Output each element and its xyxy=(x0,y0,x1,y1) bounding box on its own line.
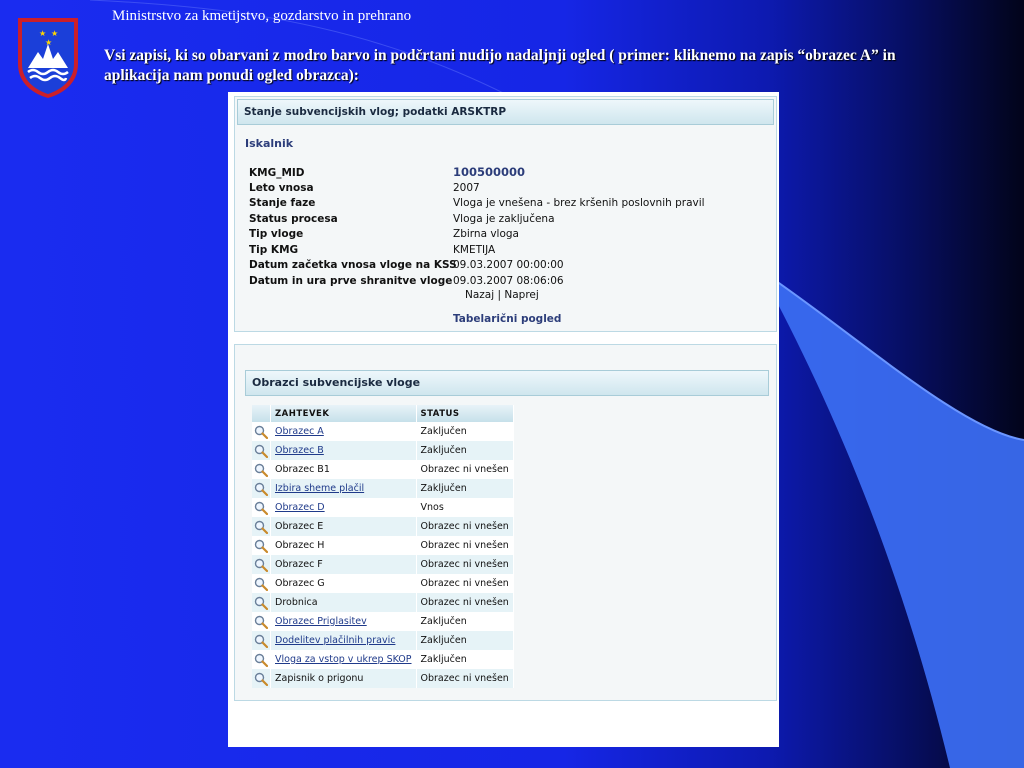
status-panel xyxy=(234,96,777,332)
field-value: 100500000 xyxy=(453,165,526,179)
status-cell: Obrazec ni vnešen xyxy=(416,669,513,688)
magnifier-icon-cell[interactable] xyxy=(252,479,271,498)
status-cell: Obrazec ni vnešen xyxy=(416,593,513,612)
magnifier-icon-cell[interactable] xyxy=(252,498,271,517)
magnifier-icon[interactable] xyxy=(254,577,268,591)
application-screenshot xyxy=(228,92,779,747)
zahtevek-cell xyxy=(271,441,417,460)
field-value: 09.03.2007 08:06:06 xyxy=(453,274,564,287)
field-row xyxy=(249,181,705,197)
magnifier-icon-cell[interactable] xyxy=(252,669,271,688)
form-name: Obrazec H xyxy=(275,540,325,551)
slide-headline: Vsi zapisi, ki so obarvani z modro barvo in podčrtani nudijo nadaljnji ogled ( primer: kliknemo na zapis “obrazec A” in aplikacija nam ponudi ogled obrazca): xyxy=(104,47,896,84)
zahtevek-cell xyxy=(271,555,417,574)
field-value: Zbirna vloga xyxy=(453,228,519,240)
form-link[interactable]: Obrazec Priglasitev xyxy=(275,616,367,627)
field-value: Vloga je zaključena xyxy=(453,212,555,225)
zahtevek-cell xyxy=(271,669,417,688)
table-row xyxy=(252,574,513,593)
field-key: Status procesa xyxy=(249,212,338,225)
table-row xyxy=(252,669,513,688)
magnifier-icon-cell[interactable] xyxy=(252,441,271,460)
status-cell: Obrazec ni vnešen xyxy=(416,517,513,536)
forms-panel-title: Obrazci subvencijske vloge xyxy=(245,370,769,396)
zahtevek-cell xyxy=(271,460,417,479)
field-value: 2007 xyxy=(453,181,480,194)
magnifier-icon[interactable] xyxy=(254,672,268,686)
magnifier-icon[interactable] xyxy=(254,558,268,572)
status-cell: Zaključen xyxy=(416,650,513,669)
form-name: Obrazec B1 xyxy=(275,464,330,475)
field-row xyxy=(249,258,705,274)
magnifier-icon[interactable] xyxy=(254,425,268,439)
form-link[interactable]: Vloga za vstop v ukrep SKOP xyxy=(275,654,412,665)
status-cell: Obrazec ni vnešen xyxy=(416,460,513,479)
magnifier-icon-cell[interactable] xyxy=(252,517,271,536)
table-row xyxy=(252,441,513,460)
table-row xyxy=(252,422,513,441)
field-key: Datum začetka vnosa vloge na KSS xyxy=(249,259,457,271)
form-link[interactable]: Obrazec A xyxy=(275,426,324,437)
status-cell: Zaključen xyxy=(416,441,513,460)
magnifier-icon-cell[interactable] xyxy=(252,536,271,555)
field-value: 09.03.2007 00:00:00 xyxy=(453,259,564,271)
nav-separator: | xyxy=(494,289,505,301)
back-link[interactable]: Nazaj xyxy=(465,289,495,301)
tabular-view-link[interactable]: Tabelarični pogled xyxy=(453,313,562,325)
field-row xyxy=(249,196,705,212)
status-cell: Zaključen xyxy=(416,631,513,650)
zahtevek-cell xyxy=(271,422,417,441)
magnifier-icon[interactable] xyxy=(254,634,268,648)
table-row xyxy=(252,612,513,631)
zahtevek-cell xyxy=(271,650,417,669)
magnifier-icon-cell[interactable] xyxy=(252,555,271,574)
zahtevek-cell xyxy=(271,631,417,650)
form-name: Obrazec G xyxy=(275,578,325,589)
table-row xyxy=(252,479,513,498)
magnifier-icon[interactable] xyxy=(254,501,268,515)
column-header-zahtevek[interactable]: ZAHTEVEK xyxy=(271,405,417,422)
field-key: Leto vnosa xyxy=(249,181,314,194)
magnifier-icon[interactable] xyxy=(254,596,268,610)
table-row xyxy=(252,498,513,517)
table-header-row xyxy=(252,405,513,422)
zahtevek-cell xyxy=(271,517,417,536)
table-row xyxy=(252,517,513,536)
magnifier-icon[interactable] xyxy=(254,444,268,458)
magnifier-icon-cell[interactable] xyxy=(252,650,271,669)
field-key: Datum in ura prve shranitve vloge xyxy=(249,274,453,287)
ministry-title: Ministrstvo za kmetijstvo, gozdarstvo in prehrano xyxy=(112,8,412,24)
magnifier-icon[interactable] xyxy=(254,463,268,477)
table-row xyxy=(252,593,513,612)
status-cell: Obrazec ni vnešen xyxy=(416,536,513,555)
status-cell: Zaključen xyxy=(416,422,513,441)
field-row xyxy=(249,212,705,228)
next-link[interactable]: Naprej xyxy=(504,289,539,301)
magnifier-icon[interactable] xyxy=(254,520,268,534)
field-key: Stanje faze xyxy=(249,197,316,209)
magnifier-icon-cell[interactable] xyxy=(252,593,271,612)
pagination-nav xyxy=(465,289,539,301)
zahtevek-cell xyxy=(271,536,417,555)
search-label: Iskalnik xyxy=(245,137,294,150)
field-row xyxy=(249,165,705,181)
table-row xyxy=(252,536,513,555)
magnifier-icon-cell[interactable] xyxy=(252,422,271,441)
table-row xyxy=(252,631,513,650)
field-row xyxy=(249,274,705,290)
status-cell: Obrazec ni vnešen xyxy=(416,555,513,574)
status-cell: Obrazec ni vnešen xyxy=(416,574,513,593)
form-link[interactable]: Izbira sheme plačil xyxy=(275,483,365,494)
field-row xyxy=(249,227,705,243)
magnifier-icon[interactable] xyxy=(254,653,268,667)
magnifier-icon-cell[interactable] xyxy=(252,460,271,479)
svg-text:★: ★ xyxy=(51,29,59,38)
status-panel-title: Stanje subvencijskih vlog; podatki ARSKTRP xyxy=(237,99,774,125)
icon-column-header xyxy=(252,405,271,422)
field-value: Vloga je vnešena - brez kršenih poslovnih pravil xyxy=(453,197,705,209)
column-header-status[interactable]: STATUS xyxy=(416,405,513,422)
status-fields xyxy=(249,165,705,289)
magnifier-icon-cell[interactable] xyxy=(252,612,271,631)
status-cell: Vnos xyxy=(416,498,513,517)
forms-panel xyxy=(234,344,777,701)
svg-text:★: ★ xyxy=(39,29,47,38)
zahtevek-cell xyxy=(271,498,417,517)
zahtevek-cell xyxy=(271,479,417,498)
zahtevek-cell xyxy=(271,612,417,631)
field-key: KMG_MID xyxy=(249,167,305,179)
magnifier-icon-cell[interactable] xyxy=(252,574,271,593)
field-value: KMETIJA xyxy=(453,243,496,256)
form-link[interactable]: Obrazec B xyxy=(275,445,324,456)
table-row xyxy=(252,650,513,669)
magnifier-icon[interactable] xyxy=(254,482,268,496)
status-cell: Zaključen xyxy=(416,612,513,631)
status-cell: Zaključen xyxy=(416,479,513,498)
zahtevek-cell xyxy=(271,593,417,612)
field-row xyxy=(249,243,705,259)
form-name: Zapisnik o prigonu xyxy=(275,673,364,684)
form-link[interactable]: Dodelitev plačilnih pravic xyxy=(275,635,396,646)
zahtevek-cell xyxy=(271,574,417,593)
field-key: Tip KMG xyxy=(249,243,299,256)
form-name: Drobnica xyxy=(275,597,318,608)
table-row xyxy=(252,460,513,479)
slovenia-coat-of-arms-icon xyxy=(14,14,82,100)
field-key: Tip vloge xyxy=(249,228,304,240)
table-row xyxy=(252,555,513,574)
magnifier-icon[interactable] xyxy=(254,615,268,629)
magnifier-icon[interactable] xyxy=(254,539,268,553)
forms-table xyxy=(252,405,514,688)
form-link[interactable]: Obrazec D xyxy=(275,502,325,513)
form-name: Obrazec F xyxy=(275,559,323,570)
form-name: Obrazec E xyxy=(275,521,324,532)
magnifier-icon-cell[interactable] xyxy=(252,631,271,650)
svg-text:★: ★ xyxy=(45,38,53,47)
